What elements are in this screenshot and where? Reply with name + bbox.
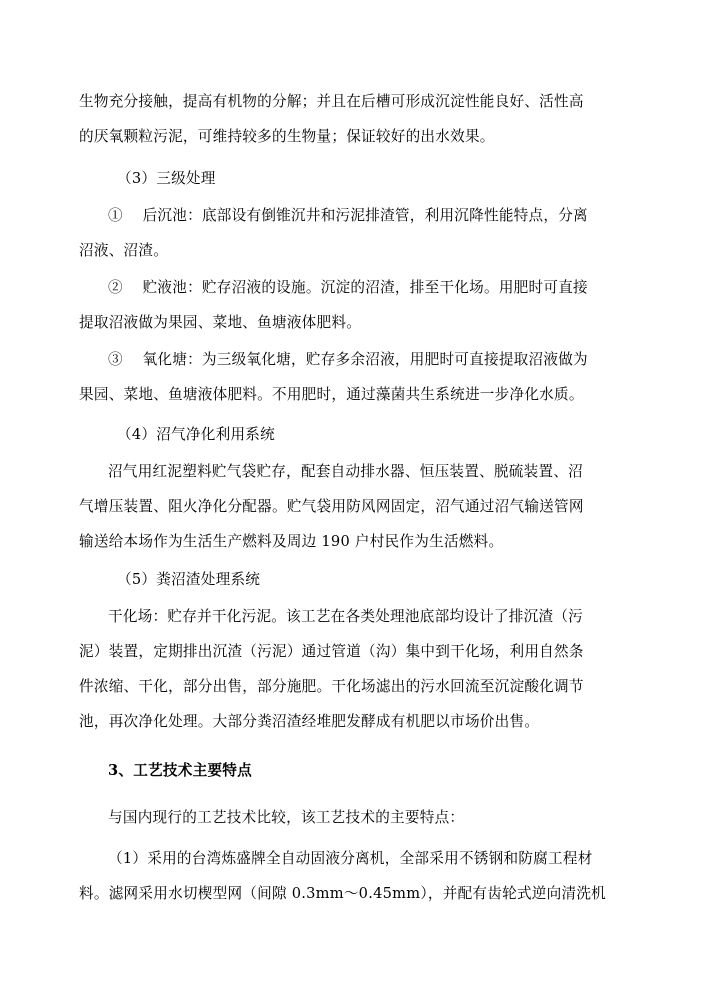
- paragraph-line: 件浓缩、干化，部分出售，部分施肥。干化场滤出的污水回流至沉淀酸化调节: [79, 678, 584, 695]
- paragraph-line: 料。滤网采用水切楔型网（间隙 0.3mm～0.45mm），并配有齿轮式逆向清洗机: [79, 885, 607, 902]
- paragraph-line: 沼液、沼渣。: [79, 242, 169, 259]
- paragraph-line: 的厌氧颗粒污泥，可维持较多的生物量；保证较好的出水效果。: [79, 128, 495, 145]
- paragraph-line: 提取沼液做为果园、菜地、鱼塘液体肥料。: [79, 314, 362, 331]
- paragraph-line: 输送给本场作为生活生产燃料及周边 190 户村民作为生活燃料。: [79, 533, 504, 550]
- paragraph-line: （1）采用的台湾炼盛牌全自动固液分离机，全部采用不锈钢和防腐工程材: [108, 850, 593, 867]
- section-heading-4: （4）沼气净化利用系统: [117, 426, 275, 443]
- paragraph-line: ① 后沉池：底部设有倒锥沉井和污泥排渣管，利用沉降性能特点，分离: [108, 207, 588, 224]
- paragraph-line: 泥）装置，定期排出沉渣（污泥）通过管道（沟）集中到干化场，利用自然条: [79, 643, 584, 660]
- section-heading-5: （5）粪沼渣处理系统: [117, 571, 261, 588]
- section-heading-3: （3）三级处理: [117, 170, 216, 187]
- paragraph-line: ③ 氧化塘：为三级氧化塘，贮存多余沼液，用肥时可直接提取沼液做为: [108, 351, 588, 368]
- paragraph-line: 生物充分接触，提高有机物的分解；并且在后槽可形成沉淀性能良好、活性高: [79, 93, 584, 110]
- section-heading-main: 3、工艺技术主要特点: [108, 762, 252, 779]
- paragraph-line: 沼气用红泥塑料贮气袋贮存，配套自动排水器、恒压装置、脱硫装置、沼: [108, 463, 584, 480]
- paragraph-line: 气增压装置、阻火净化分配器。贮气袋用防风网固定，沼气通过沼气输送管网: [79, 498, 584, 515]
- paragraph-line: 与国内现行的工艺技术比较，该工艺技术的主要特点：: [108, 809, 465, 826]
- paragraph-line: 干化场：贮存并干化污泥。该工艺在各类处理池底部均设计了排沉渣（污: [108, 608, 584, 625]
- paragraph-line: 池，再次净化处理。大部分粪沼渣经堆肥发酵成有机肥以市场价出售。: [79, 713, 540, 730]
- paragraph-line: ② 贮液池：贮存沼液的设施。沉淀的沼渣，排至干化场。用肥时可直接: [108, 279, 588, 296]
- paragraph-line: 果园、菜地、鱼塘液体肥料。不用肥时，通过藻菌共生系统进一步净化水质。: [79, 386, 584, 403]
